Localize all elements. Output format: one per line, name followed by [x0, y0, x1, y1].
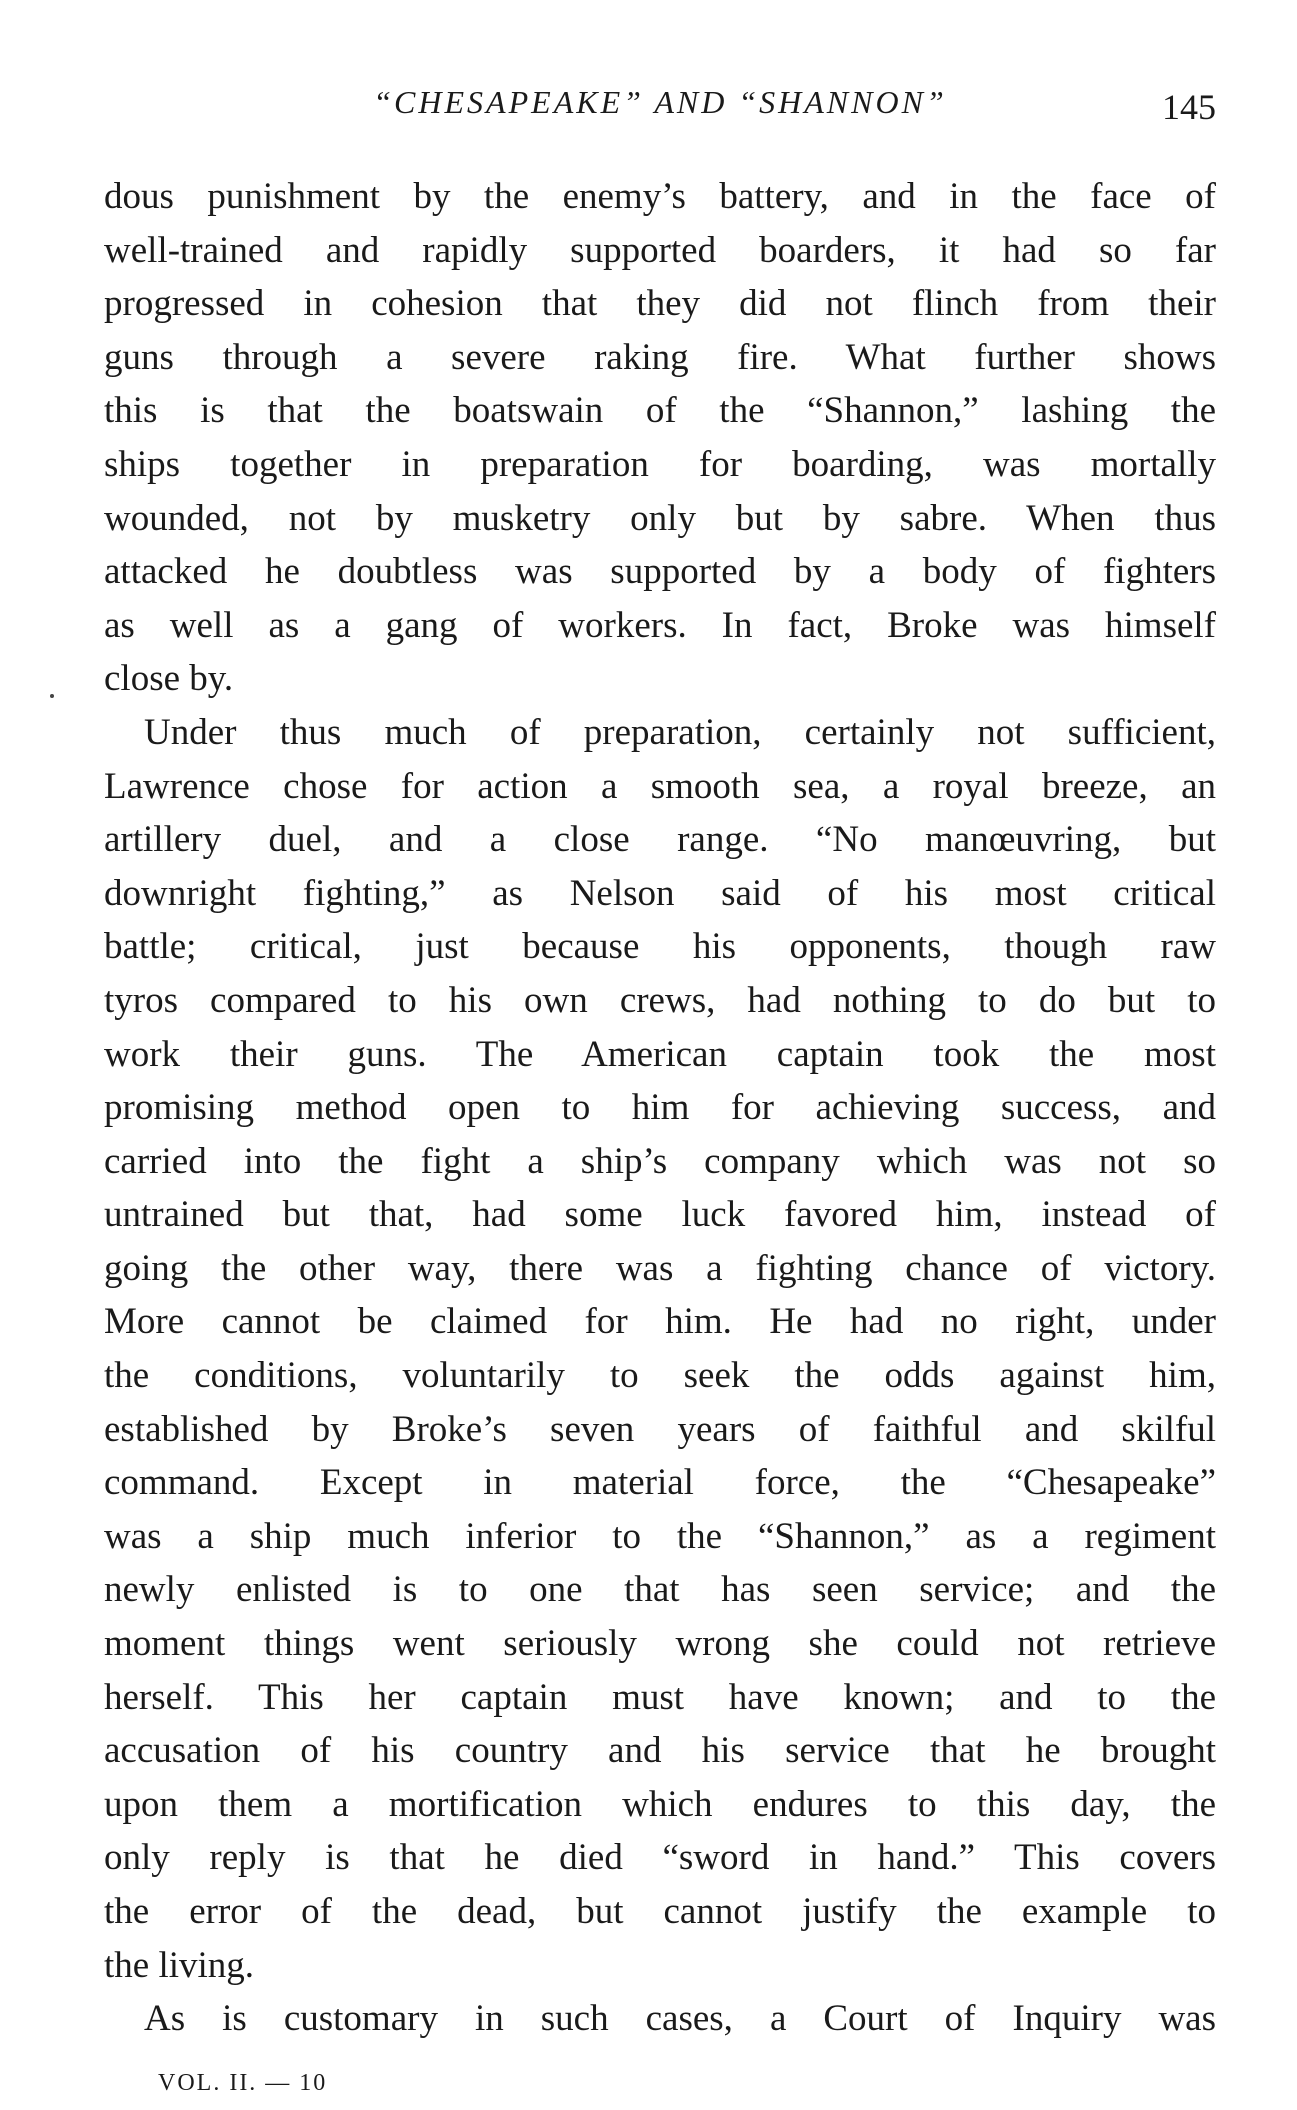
text-line: Lawrence chose for action a smooth sea, a royal breeze, an: [104, 765, 1216, 807]
text-line: moment things went seriously wrong she could not retrieve: [104, 1623, 1216, 1665]
text-line: going the other way, there was a fighting chance of victory.: [104, 1247, 1216, 1289]
text-line: command. Except in material force, the “Chesapeake”: [104, 1462, 1216, 1504]
text-line: accusation of his country and his service that he brought: [104, 1730, 1216, 1772]
text-line: attacked he doubtless was supported by a body of fighters: [104, 551, 1216, 593]
text-line: As is customary in such cases, a Court of Inquiry was: [144, 1998, 1216, 2040]
text-line: untrained but that, had some luck favored him, instead of: [104, 1194, 1216, 1236]
stray-ink-mark: [50, 694, 54, 698]
text-line: Under thus much of preparation, certainly not sufficient,: [144, 711, 1216, 753]
body-text: [104, 170, 1216, 2046]
page-header: [104, 78, 1216, 138]
page-number: 145: [1162, 87, 1216, 127]
text-line: herself. This her captain must have known; and to the: [104, 1676, 1216, 1718]
text-line: More cannot be claimed for him. He had no right, under: [104, 1301, 1216, 1343]
text-line: ships together in preparation for boarding, was mortally: [104, 443, 1216, 485]
text-line: upon them a mortification which endures to this day, the: [104, 1783, 1216, 1825]
text-line: newly enlisted is to one that has seen service; and the: [104, 1569, 1216, 1611]
text-line: wounded, not by musketry only but by sabre. When thus: [104, 497, 1216, 539]
text-line: the conditions, voluntarily to seek the odds against him,: [104, 1355, 1216, 1397]
text-line: the error of the dead, but cannot justify the example to: [104, 1891, 1216, 1932]
text-line: this is that the boatswain of the “Shannon,” lashing the: [104, 390, 1216, 432]
text-line: dous punishment by the enemy’s battery, and in the face of: [104, 176, 1216, 217]
text-line: downright fighting,” as Nelson said of his most critical: [104, 872, 1216, 914]
text-line: guns through a severe raking fire. What further shows: [104, 336, 1216, 378]
text-line: tyros compared to his own crews, had nothing to do but to: [104, 979, 1216, 1021]
text-line: progressed in cohesion that they did not flinch from their: [104, 283, 1216, 325]
text-line: was a ship much inferior to the “Shannon,” as a regiment: [104, 1515, 1216, 1557]
running-title: “CHESAPEAKE” AND “SHANNON”: [373, 84, 947, 120]
text-line: promising method open to him for achieving success, and: [104, 1087, 1216, 1129]
text-line: close by.: [104, 658, 234, 700]
text-line: established by Broke’s seven years of faithful and skilful: [104, 1408, 1216, 1450]
text-line: as well as a gang of workers. In fact, Broke was himself: [104, 604, 1216, 646]
text-line: only reply is that he died “sword in hand.” This covers: [104, 1837, 1216, 1879]
text-line: work their guns. The American captain took the most: [104, 1033, 1216, 1075]
text-line: the living.: [104, 1944, 255, 1986]
text-line: battle; critical, just because his opponents, though raw: [104, 926, 1216, 968]
text-line: well-trained and rapidly supported boarders, it had so far: [104, 229, 1216, 271]
text-line: artillery duel, and a close range. “No manœuvring, but: [104, 819, 1216, 861]
text-line: carried into the fight a ship’s company which was not so: [104, 1140, 1216, 1182]
signature-mark: VOL. II. — 10: [158, 2070, 328, 2096]
